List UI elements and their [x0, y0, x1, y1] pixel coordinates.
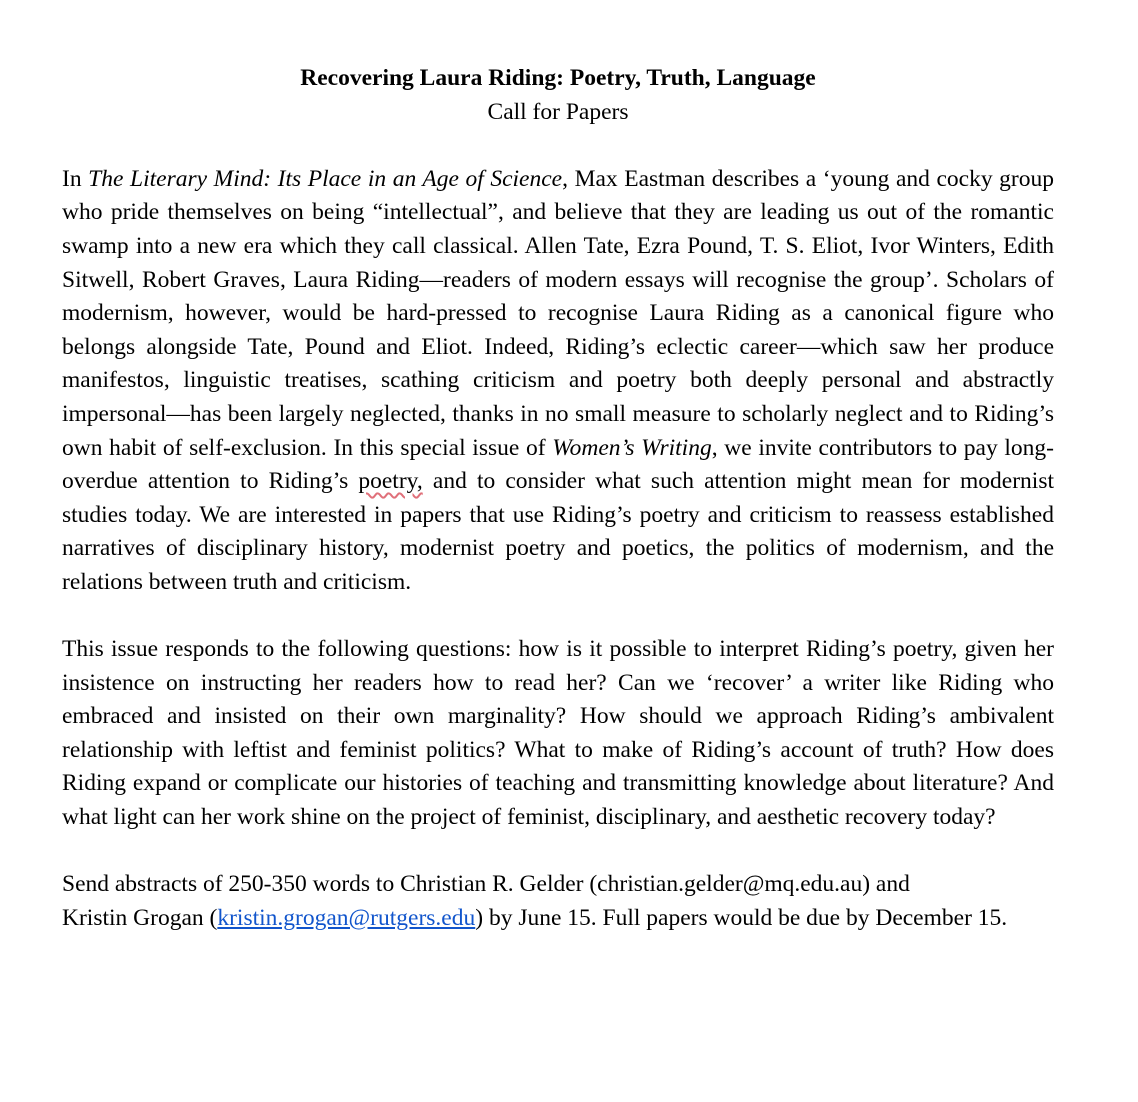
spellcheck-flagged-word[interactable]: poetry, [358, 468, 423, 495]
paragraph-intro-text-4: and to consider what such attention might mean for modernist studies today. We are interested in papers that use Riding’s poetry and criticism to reassess established narratives of disciplinary history, modernist poetry and poetics, the politics of modernism, and the relations between truth and criticism. [62, 468, 1054, 595]
paragraph-submission [62, 868, 1054, 935]
journal-title: Women’s Writing [552, 434, 712, 461]
submission-line-1: Send abstracts of 250-350 words to Christian R. Gelder (christian.gelder@mq.edu.au) and [62, 871, 910, 898]
submission-text-2: ) by June 15. Full papers would be due by December 15. [475, 904, 1008, 931]
paragraph-intro-text-3: , we invite contributors to pay long-overdue attention to Riding’s [62, 434, 1054, 495]
book-title: The Literary Mind: Its Place in an Age of Science [88, 165, 563, 192]
paragraph-intro [62, 163, 1054, 600]
paragraph-questions: This issue responds to the following questions: how is it possible to interpret Riding’s poetry, given her insistence on instructing her readers how to read her? Can we ‘recover’ a writer like Riding who embraced and insisted on their own marginality? How should we approach Riding’s ambivalent relationship with leftist and feminist politics? What to make of Riding’s account of truth? How does Riding expand or complicate our histories of teaching and transmitting knowledge about literature? And what light can her work shine on the project of feminist, disciplinary, and aesthetic recovery today? [62, 636, 1054, 831]
page-subtitle: Call for Papers [487, 98, 629, 125]
paragraph-intro-text-2: , Max Eastman describes a ‘young and cocky group who pride themselves on being “intellectual”, and believe that they are leading us out of the romantic swamp into a new era which they call classical. Allen Tate, Ezra Pound, T. S. Eliot, Ivor Winters, Edith Sitwell, Robert Graves, Laura Riding—readers of modern essays will recognise the group’. Scholars of modernism, however, would be hard-pressed to recognise Laura Riding as a canonical figure who belongs alongside Tate, Pound and Eliot. Indeed, Riding’s eclectic career—which saw her produce manifestos, linguistic treatises, scathing criticism and poetry both deeply personal and abstractly impersonal—has been largely neglected, thanks in no small measure to scholarly neglect and to Riding’s own habit of self-exclusion. In this special issue of [62, 165, 1055, 461]
page-title: Recovering Laura Riding: Poetry, Truth, Language [300, 65, 816, 91]
document-page [62, 62, 1054, 935]
email-link[interactable]: kristin.grogan@rutgers.edu [217, 904, 476, 931]
submission-text-1: Kristin Grogan ( [62, 904, 218, 931]
paragraph-intro-text-1: In [62, 165, 89, 192]
